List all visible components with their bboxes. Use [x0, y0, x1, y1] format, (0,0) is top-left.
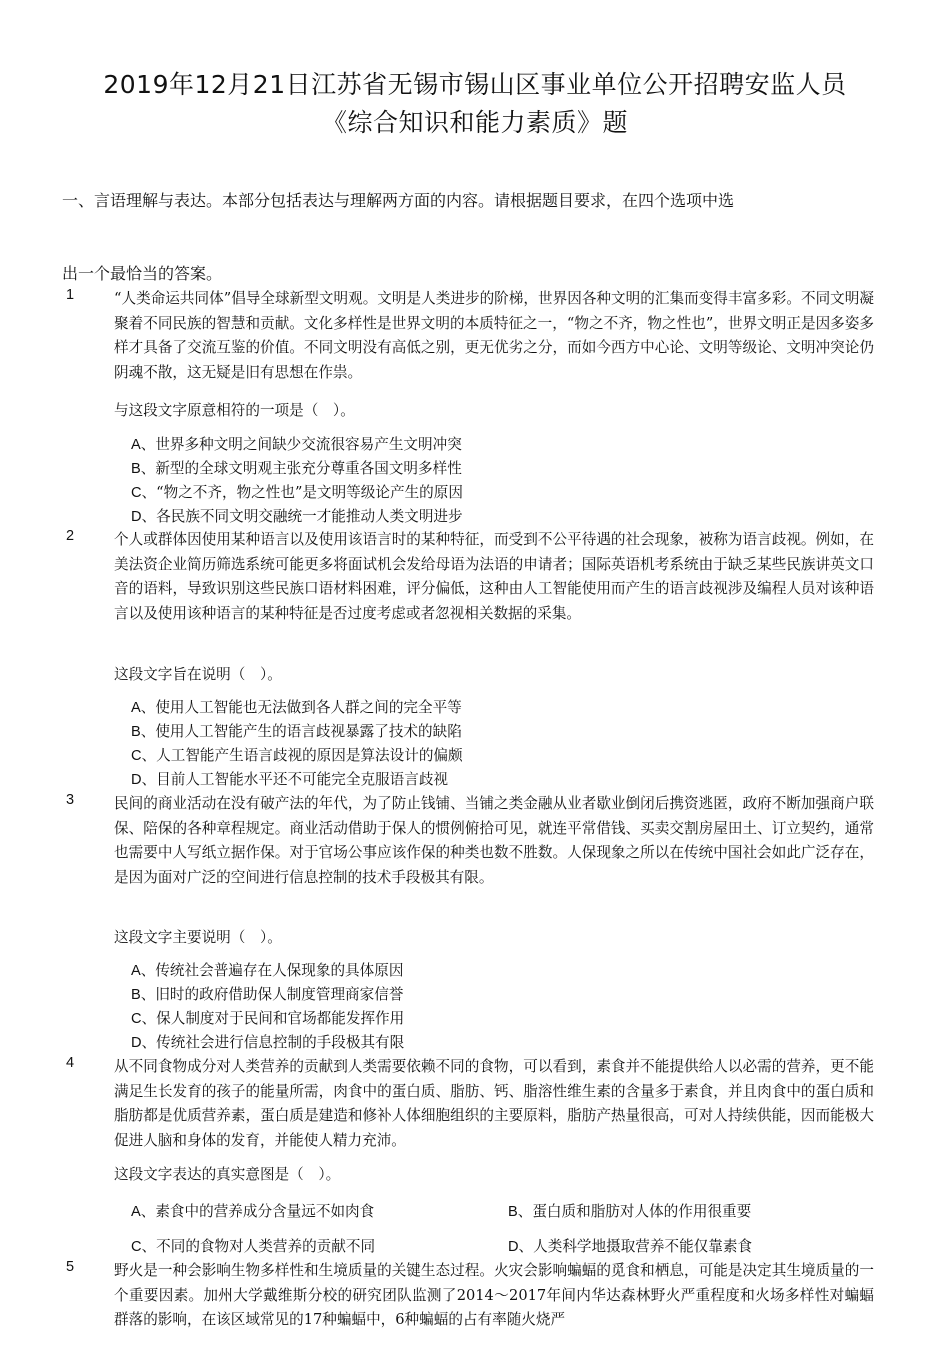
question-stem: 个人或群体因使用某种语言以及使用该语言时的某种特征，而受到不公平待遇的社会现象，被称为语言歧视。例如，在美法资企业简历筛选系统可能更多将面试机会发给母语为法语的申请者；国际英语机考系统由于缺乏某些民族讲英文口音的语料，导致识别这些民族口语材料困难，评分偏低，这种由人工智能使用而产生的语言歧视涉及编程人员对该种语言以及使用该种语言的某种特征是否过度考虑或者忽视相关数据的采集。: [114, 531, 874, 622]
question-stem: 野火是一种会影响生物多样性和生境质量的关键生态过程。火灾会影响蝙蝠的觅食和栖息，可能是决定其生境质量的一个重要因素。加州大学戴维斯分校的研究团队监测了2014～2017年间内华达森林野火严重程度和火场多样性对蝙蝠群落的影响，在该区域常见的17种蝙蝠中，6种蝙蝠的占有率随火烧严: [114, 1262, 874, 1328]
question-stem: 民间的商业活动在没有破产法的年代，为了防止钱铺、当铺之类金融从业者歇业倒闭后携资逃匿，政府不断加强商户联保、陪保的各种章程规定。商业活动借助于保人的惯例俯拾可见，就连平常借钱、买卖交割房屋田土、订立契约，通常也需要中人写纸立据作保。对于官场公事应该作保的种类也数不胜数。人保现象之所以在传统中国社会如此广泛存在，是因为面对广泛的空间进行信息控制的技术手段极其有限。: [114, 795, 874, 886]
option-label: D: [131, 1035, 142, 1051]
option-a[interactable]: [131, 433, 462, 454]
question-prompt: 与这段文字原意相符的一项是（ ）。: [114, 402, 355, 419]
option-label: A: [131, 437, 141, 453]
option-text: 、目前人工智能水平还不可能完全克服语言歧视: [141, 771, 449, 788]
option-a[interactable]: [131, 696, 462, 717]
title-line-2: 《综合知识和能力素质》题: [321, 108, 628, 137]
option-label: C: [131, 1011, 142, 1027]
question-number: 1: [66, 287, 75, 303]
option-text: 、新型的全球文明观主张充分尊重各国文明多样性: [140, 460, 462, 477]
option-text: 、“物之不齐，物之性也”是文明等级论产生的原因: [141, 484, 463, 501]
option-label: A: [131, 963, 141, 979]
option-label: D: [131, 772, 142, 788]
question-prompt: 这段文字主要说明（ ）。: [114, 929, 282, 946]
option-text: 、使用人工智能产生的语言歧视暴露了技术的缺陷: [140, 723, 462, 740]
option-d[interactable]: [131, 505, 463, 526]
question-number: 2: [66, 528, 75, 544]
option-c[interactable]: [131, 744, 463, 765]
option-b[interactable]: [508, 1200, 751, 1221]
option-text: 、传统社会进行信息控制的手段极其有限: [141, 1034, 405, 1051]
option-d[interactable]: [131, 768, 448, 789]
section-instruction-line-2: 出一个最恰当的答案。: [62, 264, 223, 283]
option-label: B: [508, 1204, 518, 1220]
option-text: 、不同的食物对人类营养的贡献不同: [141, 1238, 376, 1255]
option-d[interactable]: [508, 1235, 752, 1256]
option-text: 、各民族不同文明交融统一才能推动人类文明进步: [141, 508, 463, 525]
option-b[interactable]: [131, 720, 462, 741]
question-number: 5: [66, 1259, 75, 1275]
option-label: B: [131, 987, 141, 1003]
question-number: 4: [66, 1055, 75, 1071]
option-text: 、蛋白质和脂肪对人体的作用很重要: [517, 1203, 752, 1220]
option-label: B: [131, 461, 141, 477]
option-text: 、旧时的政府借助保人制度管理商家信誉: [140, 986, 404, 1003]
option-text: 、素食中的营养成分含量远不如肉食: [140, 1203, 375, 1220]
option-text: 、使用人工智能也无法做到各人群之间的完全平等: [140, 699, 462, 716]
question-number: 3: [66, 792, 75, 808]
option-b[interactable]: [131, 457, 462, 478]
question-prompt: 这段文字旨在说明（ ）。: [114, 666, 282, 683]
option-a[interactable]: [131, 959, 403, 980]
option-label: C: [131, 485, 142, 501]
option-label: D: [508, 1239, 519, 1255]
option-text: 、人工智能产生语言歧视的原因是算法设计的偏颇: [141, 747, 463, 764]
option-c[interactable]: [131, 481, 463, 502]
option-label: A: [131, 700, 141, 716]
option-label: B: [131, 724, 141, 740]
question-stem: “人类命运共同体”倡导全球新型文明观。文明是人类进步的阶梯，世界因各种文明的汇集而变得丰富多彩。不同文明凝聚着不同民族的智慧和贡献。文化多样性是世界文明的本质特征之一，“物之不齐，物之性也”，世界文明正是因多姿多样才具备了交流互鉴的价值。不同文明没有高低之别，更无优劣之分，而如今西方中心论、文明等级论、文明冲突论仍阴魂不散，这无疑是旧有思想在作祟。: [114, 290, 874, 381]
option-c[interactable]: [131, 1235, 375, 1256]
option-text: 、保人制度对于民间和官场都能发挥作用: [141, 1010, 405, 1027]
title-line-1: 2019年12月21日江苏省无锡市锡山区事业单位公开招聘安监人员: [103, 70, 847, 99]
question-prompt: 这段文字表达的真实意图是（ ）。: [114, 1166, 341, 1183]
option-label: A: [131, 1204, 141, 1220]
option-text: 、人类科学地摄取营养不能仅靠素食: [518, 1238, 753, 1255]
option-label: D: [131, 509, 142, 525]
option-label: C: [131, 1239, 142, 1255]
option-label: C: [131, 748, 142, 764]
section-instruction-line-1: 一、言语理解与表达。本部分包括表达与理解两方面的内容。请根据题目要求，在四个选项中选: [62, 191, 735, 210]
option-text: 、世界多种文明之间缺少交流很容易产生文明冲突: [140, 436, 462, 453]
option-a[interactable]: [131, 1200, 374, 1221]
question-stem: 从不同食物成分对人类营养的贡献到人类需要依赖不同的食物，可以看到，素食并不能提供给人以必需的营养，更不能满足生长发育的孩子的能量所需，肉食中的蛋白质、脂肪、钙、脂溶性维生素的含量多于素食，并且肉食中的蛋白质和脂肪都是优质营养素，蛋白质是建造和修补人体细胞组织的主要原料，脂肪产热量很高，可对人持续供能，因而能极大促进人脑和身体的发育，并能使人精力充沛。: [114, 1058, 874, 1149]
option-c[interactable]: [131, 1007, 404, 1028]
document-title: [40, 66, 910, 142]
option-d[interactable]: [131, 1031, 404, 1052]
option-b[interactable]: [131, 983, 403, 1004]
option-text: 、传统社会普遍存在人保现象的具体原因: [140, 962, 404, 979]
